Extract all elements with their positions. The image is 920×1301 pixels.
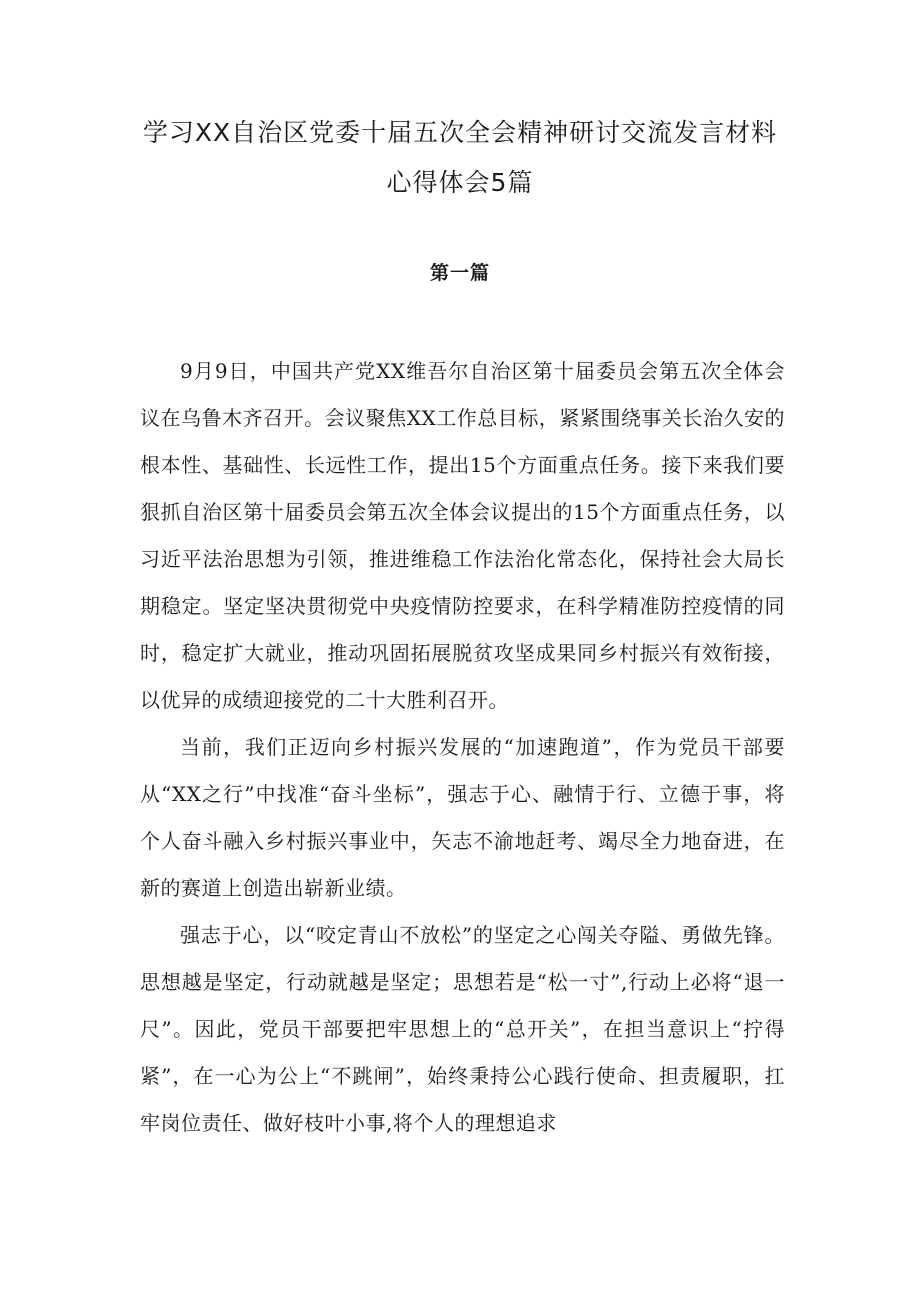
document-body (140, 348, 785, 1147)
document-title-line-2: 心得体会5篇 (386, 168, 534, 197)
paragraph-2: 当前，我们正迈向乡村振兴发展的“加速跑道”，作为党员干部要从“XX之行”中找准“奋斗坐标”，强志于心、融情于行、立德于事，将个人奋斗融入乡村振兴事业中，矢志不渝地赶考、竭尽全力地奋进，在新的赛道上创造出崭新业绩。 (140, 735, 785, 900)
paragraph-3: 强志于心，以“咬定青山不放松”的坚定之心闯关夺隘、勇做先锋。思想越是坚定，行动就越是坚定；思想若是“松一寸”,行动上必将“退一尺”。因此，党员干部要把牢思想上的“总开关”，在担当意识上“拧得紧”，在一心为公上“不跳闸”，始终秉持公心践行使命、担责履职，扛牢岗位责任、做好枝叶小事,将个人的理想追求 (140, 923, 785, 1135)
section-heading: 第一篇 (429, 262, 490, 284)
document-title-line-1: 学习XX自治区党委十届五次全会精神研讨交流发言材料 (142, 118, 778, 147)
paragraph-1: 9月9日，中国共产党XX维吾尔自治区第十届委员会第五次全体会议在乌鲁木齐召开。会议聚焦XX工作总目标，紧紧围绕事关长治久安的根本性、基础性、长远性工作，提出15个方面重点任务。接下来我们要狠抓自治区第十届委员会第五次全体会议提出的15个方面重点任务，以习近平法治思想为引领，推进维稳工作法治化常态化，保持社会大局长期稳定。坚定坚决贯彻党中央疫情防控要求，在科学精准防控疫情的同时，稳定扩大就业，推动巩固拓展脱贫攻坚成果同乡村振兴有效衔接，以优异的成绩迎接党的二十大胜利召开。 (140, 359, 785, 712)
